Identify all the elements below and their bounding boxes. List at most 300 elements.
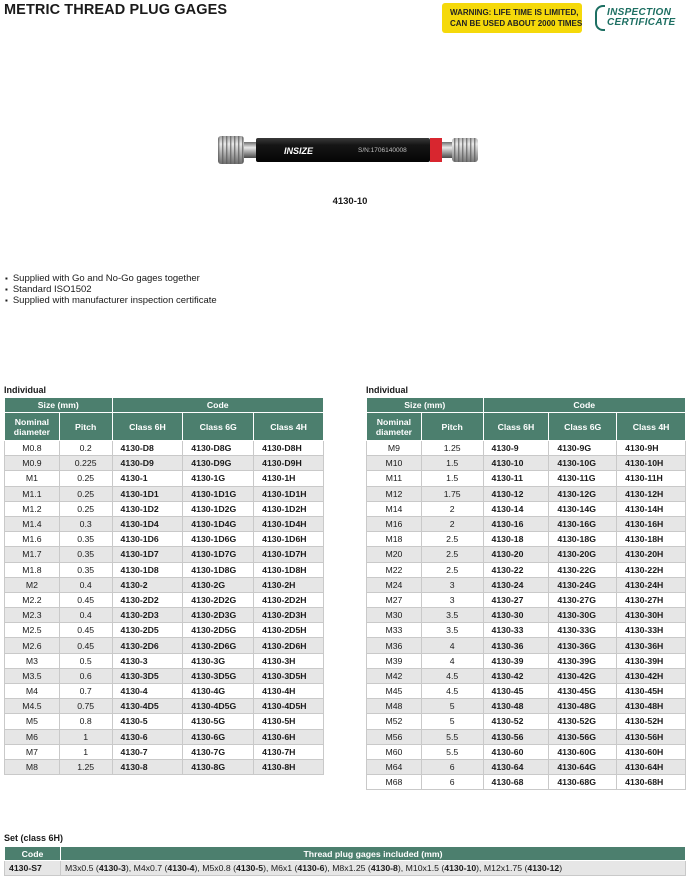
pitch-cell: 0.8 xyxy=(59,714,112,729)
table-row xyxy=(367,577,686,592)
cert-line-2: CERTIFICATE xyxy=(607,17,676,28)
class-4h-code-cell: 4130-27H xyxy=(617,592,686,607)
class-4h-code-cell: 4130-20H xyxy=(617,547,686,562)
class-4h-code-cell: 4130-24H xyxy=(617,577,686,592)
class-6h-code-cell: 4130-18 xyxy=(483,532,549,547)
class-6g-code-cell: 4130-48G xyxy=(549,699,617,714)
pitch-cell: 2.5 xyxy=(421,547,483,562)
class-4h-code-cell: 4130-1D7H xyxy=(254,547,324,562)
brand-logo: INSIZE xyxy=(284,146,314,156)
nominal-diameter-cell: M14 xyxy=(367,501,422,516)
set-label: Set (class 6H) xyxy=(4,833,64,843)
header-class-6h: Class 6H xyxy=(483,413,549,441)
class-6h-code-cell: 4130-64 xyxy=(483,759,549,774)
set-included-list xyxy=(61,861,686,876)
class-6g-code-cell: 4130-12G xyxy=(549,486,617,501)
individual-label-left: Individual xyxy=(4,385,47,395)
class-4h-code-cell: 4130-1D1H xyxy=(254,486,324,501)
individual-table-right xyxy=(366,397,686,790)
class-6g-code-cell: 4130-2D2G xyxy=(183,592,254,607)
class-6h-code-cell: 4130-4D5 xyxy=(112,699,183,714)
set-header-included: Thread plug gages included (mm) xyxy=(61,847,686,861)
pitch-cell: 2 xyxy=(421,516,483,531)
class-6g-code-cell: 4130-42G xyxy=(549,668,617,683)
class-6h-code-cell: 4130-5 xyxy=(112,714,183,729)
table-row xyxy=(367,638,686,653)
set-item-size: M4x0.7 xyxy=(133,863,163,873)
header-nominal-diameter: Nominal diameter xyxy=(367,413,422,441)
nominal-diameter-cell: M6 xyxy=(5,729,60,744)
class-6g-code-cell: 4130-16G xyxy=(549,516,617,531)
class-6h-code-cell: 4130-1D2 xyxy=(112,501,183,516)
set-header-code: Code xyxy=(5,847,61,861)
set-item: M3x0.5 (4130-3), xyxy=(65,863,134,873)
pitch-cell: 0.5 xyxy=(59,653,112,668)
pitch-cell: 0.45 xyxy=(59,592,112,607)
set-item: M8x1.25 (4130-8), xyxy=(332,863,406,873)
nominal-diameter-cell: M1.1 xyxy=(5,486,60,501)
class-6g-code-cell: 4130-1D4G xyxy=(183,516,254,531)
class-6g-code-cell: 4130-52G xyxy=(549,714,617,729)
set-item-code: 4130-8 xyxy=(370,863,398,873)
table-row xyxy=(367,668,686,683)
class-6h-code-cell: 4130-60 xyxy=(483,744,549,759)
class-6h-code-cell: 4130-6 xyxy=(112,729,183,744)
set-row xyxy=(5,861,686,876)
class-6h-code-cell: 4130-22 xyxy=(483,562,549,577)
class-6g-code-cell: 4130-68G xyxy=(549,775,617,790)
class-6h-code-cell: 4130-33 xyxy=(483,623,549,638)
class-4h-code-cell: 4130-12H xyxy=(617,486,686,501)
class-6g-code-cell: 4130-27G xyxy=(549,592,617,607)
table-row xyxy=(367,729,686,744)
table-row xyxy=(5,532,324,547)
nominal-diameter-cell: M3 xyxy=(5,653,60,668)
pitch-cell: 0.25 xyxy=(59,486,112,501)
nominal-diameter-cell: M42 xyxy=(367,668,422,683)
pitch-cell: 0.3 xyxy=(59,516,112,531)
class-6h-code-cell: 4130-48 xyxy=(483,699,549,714)
no-go-thread-end xyxy=(452,138,478,162)
class-4h-code-cell: 4130-33H xyxy=(617,623,686,638)
header-pitch: Pitch xyxy=(59,413,112,441)
class-6h-code-cell: 4130-3D5 xyxy=(112,668,183,683)
pitch-cell: 0.35 xyxy=(59,547,112,562)
pitch-cell: 5.5 xyxy=(421,744,483,759)
class-6h-code-cell: 4130-3 xyxy=(112,653,183,668)
class-6h-code-cell: 4130-24 xyxy=(483,577,549,592)
table-row xyxy=(5,547,324,562)
class-4h-code-cell: 4130-1D2H xyxy=(254,501,324,516)
go-thread-end xyxy=(218,136,244,164)
nominal-diameter-cell: M60 xyxy=(367,744,422,759)
nominal-diameter-cell: M1 xyxy=(5,471,60,486)
nominal-diameter-cell: M16 xyxy=(367,516,422,531)
pitch-cell: 4.5 xyxy=(421,684,483,699)
class-4h-code-cell: 4130-2D6H xyxy=(254,638,324,653)
class-6g-code-cell: 4130-18G xyxy=(549,532,617,547)
nominal-diameter-cell: M7 xyxy=(5,744,60,759)
table-row xyxy=(367,501,686,516)
nominal-diameter-cell: M45 xyxy=(367,684,422,699)
header-code: Code xyxy=(112,398,323,413)
header-class-6h: Class 6H xyxy=(112,413,183,441)
class-4h-code-cell: 4130-52H xyxy=(617,714,686,729)
class-6g-code-cell: 4130-1D1G xyxy=(183,486,254,501)
class-4h-code-cell: 4130-56H xyxy=(617,729,686,744)
pitch-cell: 2 xyxy=(421,501,483,516)
set-item-code: 4130-6 xyxy=(297,863,325,873)
class-6h-code-cell: 4130-56 xyxy=(483,729,549,744)
class-4h-code-cell: 4130-60H xyxy=(617,744,686,759)
table-row xyxy=(5,486,324,501)
pitch-cell: 3.5 xyxy=(421,623,483,638)
table-row xyxy=(5,441,324,456)
pitch-cell: 0.2 xyxy=(59,441,112,456)
class-6g-code-cell: 4130-2D3G xyxy=(183,608,254,623)
pitch-cell: 1.5 xyxy=(421,456,483,471)
class-6h-code-cell: 4130-4 xyxy=(112,684,183,699)
table-row xyxy=(367,623,686,638)
class-6h-code-cell: 4130-10 xyxy=(483,456,549,471)
set-item-size: M12x1.75 xyxy=(483,863,523,873)
class-6g-code-cell: 4130-4D5G xyxy=(183,699,254,714)
header-size: Size (mm) xyxy=(367,398,484,413)
warning-badge xyxy=(442,3,582,33)
class-6h-code-cell: 4130-30 xyxy=(483,608,549,623)
header-pitch: Pitch xyxy=(421,413,483,441)
class-6h-code-cell: 4130-2D6 xyxy=(112,638,183,653)
nominal-diameter-cell: M8 xyxy=(5,759,60,774)
warning-line-1: WARNING: LIFE TIME IS LIMITED, xyxy=(450,8,579,17)
class-4h-code-cell: 4130-3H xyxy=(254,653,324,668)
class-6h-code-cell: 4130-8 xyxy=(112,759,183,774)
pitch-cell: 0.25 xyxy=(59,501,112,516)
class-4h-code-cell: 4130-2H xyxy=(254,577,324,592)
table-row xyxy=(367,547,686,562)
pitch-cell: 5.5 xyxy=(421,729,483,744)
pitch-cell: 5 xyxy=(421,699,483,714)
pitch-cell: 3.5 xyxy=(421,608,483,623)
nominal-diameter-cell: M1.4 xyxy=(5,516,60,531)
class-6h-code-cell: 4130-14 xyxy=(483,501,549,516)
class-4h-code-cell: 4130-D9H xyxy=(254,456,324,471)
pitch-cell: 0.225 xyxy=(59,456,112,471)
set-item-code: 4130-5 xyxy=(236,863,264,873)
table-row xyxy=(5,501,324,516)
set-item: M4x0.7 (4130-4), xyxy=(133,863,203,873)
nominal-diameter-cell: M24 xyxy=(367,577,422,592)
table-row xyxy=(367,608,686,623)
class-6h-code-cell: 4130-7 xyxy=(112,744,183,759)
class-6h-code-cell: 4130-1 xyxy=(112,471,183,486)
warning-line-2: CAN BE USED ABOUT 2000 TIMES xyxy=(450,19,583,28)
nominal-diameter-cell: M9 xyxy=(367,441,422,456)
pitch-cell: 0.35 xyxy=(59,532,112,547)
class-6h-code-cell: 4130-68 xyxy=(483,775,549,790)
class-6h-code-cell: 4130-36 xyxy=(483,638,549,653)
table-row xyxy=(5,608,324,623)
nominal-diameter-cell: M36 xyxy=(367,638,422,653)
nominal-diameter-cell: M4 xyxy=(5,684,60,699)
table-row xyxy=(367,592,686,607)
header-class-4h: Class 4H xyxy=(254,413,324,441)
nominal-diameter-cell: M1.6 xyxy=(5,532,60,547)
table-row xyxy=(367,653,686,668)
class-6h-code-cell: 4130-2D2 xyxy=(112,592,183,607)
pitch-cell: 5 xyxy=(421,714,483,729)
pitch-cell: 3 xyxy=(421,592,483,607)
class-6g-code-cell: 4130-45G xyxy=(549,684,617,699)
class-4h-code-cell: 4130-1D6H xyxy=(254,532,324,547)
table-row xyxy=(367,471,686,486)
feature-item: ▪ Supplied with manufacturer inspection certificate xyxy=(5,295,217,306)
no-go-red-band xyxy=(430,138,442,162)
class-4h-code-cell: 4130-30H xyxy=(617,608,686,623)
table-row xyxy=(5,744,324,759)
nominal-diameter-cell: M12 xyxy=(367,486,422,501)
pitch-cell: 6 xyxy=(421,759,483,774)
nominal-diameter-cell: M56 xyxy=(367,729,422,744)
class-4h-code-cell: 4130-45H xyxy=(617,684,686,699)
table-row xyxy=(5,668,324,683)
pitch-cell: 0.45 xyxy=(59,638,112,653)
class-6g-code-cell: 4130-1D2G xyxy=(183,501,254,516)
class-6g-code-cell: 4130-3G xyxy=(183,653,254,668)
thread-plug-gage-image xyxy=(218,130,480,170)
class-6g-code-cell: 4130-D9G xyxy=(183,456,254,471)
class-4h-code-cell: 4130-6H xyxy=(254,729,324,744)
table-row xyxy=(367,486,686,501)
set-item: M10x1.5 (4130-10), xyxy=(405,863,484,873)
header-code: Code xyxy=(483,398,685,413)
set-item-size: M6x1 xyxy=(270,863,293,873)
product-caption: 4130-10 xyxy=(332,196,368,207)
table-row xyxy=(367,516,686,531)
table-row xyxy=(367,699,686,714)
nominal-diameter-cell: M2.6 xyxy=(5,638,60,653)
class-6g-code-cell: 4130-D8G xyxy=(183,441,254,456)
class-4h-code-cell: 4130-14H xyxy=(617,501,686,516)
header-size: Size (mm) xyxy=(5,398,113,413)
class-6g-code-cell: 4130-11G xyxy=(549,471,617,486)
nominal-diameter-cell: M11 xyxy=(367,471,422,486)
nominal-diameter-cell: M1.8 xyxy=(5,562,60,577)
class-4h-code-cell: 4130-2D2H xyxy=(254,592,324,607)
nominal-diameter-cell: M20 xyxy=(367,547,422,562)
table-row xyxy=(5,577,324,592)
pitch-cell: 0.6 xyxy=(59,668,112,683)
class-6g-code-cell: 4130-10G xyxy=(549,456,617,471)
nominal-diameter-cell: M68 xyxy=(367,775,422,790)
class-4h-code-cell: 4130-5H xyxy=(254,714,324,729)
class-6g-code-cell: 4130-14G xyxy=(549,501,617,516)
table-row xyxy=(5,729,324,744)
table-row xyxy=(5,471,324,486)
pitch-cell: 6 xyxy=(421,775,483,790)
pitch-cell: 1.25 xyxy=(421,441,483,456)
set-item-size: M3x0.5 xyxy=(65,863,94,873)
table-row xyxy=(5,714,324,729)
nominal-diameter-cell: M0.9 xyxy=(5,456,60,471)
class-4h-code-cell: 4130-42H xyxy=(617,668,686,683)
table-row xyxy=(5,562,324,577)
class-4h-code-cell: 4130-64H xyxy=(617,759,686,774)
set-item-size: M8x1.25 xyxy=(332,863,366,873)
feature-item: ▪ Standard ISO1502 xyxy=(5,284,217,295)
set-item: M6x1 (4130-6), xyxy=(270,863,333,873)
class-6g-code-cell: 4130-2G xyxy=(183,577,254,592)
class-6g-code-cell: 4130-60G xyxy=(549,744,617,759)
class-6g-code-cell: 4130-24G xyxy=(549,577,617,592)
class-6h-code-cell: 4130-52 xyxy=(483,714,549,729)
nominal-diameter-cell: M5 xyxy=(5,714,60,729)
nominal-diameter-cell: M4.5 xyxy=(5,699,60,714)
nominal-diameter-cell: M3.5 xyxy=(5,668,60,683)
class-6h-code-cell: 4130-1D1 xyxy=(112,486,183,501)
header-class-6g: Class 6G xyxy=(549,413,617,441)
table-row xyxy=(5,456,324,471)
table-row xyxy=(367,441,686,456)
header-class-6g: Class 6G xyxy=(183,413,254,441)
pitch-cell: 2.5 xyxy=(421,532,483,547)
nominal-diameter-cell: M27 xyxy=(367,592,422,607)
class-4h-code-cell: 4130-39H xyxy=(617,653,686,668)
class-6h-code-cell: 4130-2D3 xyxy=(112,608,183,623)
class-4h-code-cell: 4130-10H xyxy=(617,456,686,471)
class-4h-code-cell: 4130-22H xyxy=(617,562,686,577)
class-4h-code-cell: 4130-4D5H xyxy=(254,699,324,714)
nominal-diameter-cell: M22 xyxy=(367,562,422,577)
class-6g-code-cell: 4130-8G xyxy=(183,759,254,774)
class-6h-code-cell: 4130-42 xyxy=(483,668,549,683)
class-6h-code-cell: 4130-45 xyxy=(483,684,549,699)
table-row xyxy=(367,744,686,759)
nominal-diameter-cell: M39 xyxy=(367,653,422,668)
class-6h-code-cell: 4130-D8 xyxy=(112,441,183,456)
table-row xyxy=(5,516,324,531)
set-item-code: 4130-10 xyxy=(444,863,477,873)
class-4h-code-cell: 4130-16H xyxy=(617,516,686,531)
pitch-cell: 2.5 xyxy=(421,562,483,577)
class-4h-code-cell: 4130-11H xyxy=(617,471,686,486)
class-4h-code-cell: 4130-36H xyxy=(617,638,686,653)
class-6h-code-cell: 4130-1D8 xyxy=(112,562,183,577)
pitch-cell: 1 xyxy=(59,744,112,759)
table-row xyxy=(367,714,686,729)
table-row xyxy=(5,699,324,714)
pitch-cell: 0.45 xyxy=(59,623,112,638)
table-row xyxy=(5,653,324,668)
class-4h-code-cell: 4130-48H xyxy=(617,699,686,714)
nominal-diameter-cell: M52 xyxy=(367,714,422,729)
pitch-cell: 1 xyxy=(59,729,112,744)
table-row xyxy=(367,562,686,577)
class-4h-code-cell: 4130-4H xyxy=(254,684,324,699)
class-6g-code-cell: 4130-33G xyxy=(549,623,617,638)
class-4h-code-cell: 4130-1D4H xyxy=(254,516,324,531)
nominal-diameter-cell: M1.2 xyxy=(5,501,60,516)
class-6h-code-cell: 4130-12 xyxy=(483,486,549,501)
nominal-diameter-cell: M2.5 xyxy=(5,623,60,638)
class-6g-code-cell: 4130-36G xyxy=(549,638,617,653)
class-6h-code-cell: 4130-39 xyxy=(483,653,549,668)
set-item: M5x0.8 (4130-5), xyxy=(202,863,271,873)
individual-label-right: Individual xyxy=(366,385,409,395)
set-item-size: M5x0.8 xyxy=(202,863,231,873)
class-4h-code-cell: 4130-D8H xyxy=(254,441,324,456)
class-6g-code-cell: 4130-1D7G xyxy=(183,547,254,562)
class-6h-code-cell: 4130-1D7 xyxy=(112,547,183,562)
class-4h-code-cell: 4130-18H xyxy=(617,532,686,547)
serial-number: S/N:1706140008 xyxy=(358,147,407,154)
class-6h-code-cell: 4130-20 xyxy=(483,547,549,562)
feature-list xyxy=(5,273,217,306)
class-4h-code-cell: 4130-3D5H xyxy=(254,668,324,683)
table-row xyxy=(367,684,686,699)
class-6g-code-cell: 4130-56G xyxy=(549,729,617,744)
feature-item: ▪ Supplied with Go and No-Go gages together xyxy=(5,273,217,284)
pitch-cell: 0.7 xyxy=(59,684,112,699)
class-6g-code-cell: 4130-1D6G xyxy=(183,532,254,547)
class-6g-code-cell: 4130-9G xyxy=(549,441,617,456)
nominal-diameter-cell: M2.2 xyxy=(5,592,60,607)
class-6g-code-cell: 4130-64G xyxy=(549,759,617,774)
set-item-code: 4130-4 xyxy=(167,863,195,873)
table-row xyxy=(5,592,324,607)
set-item-size: M10x1.5 xyxy=(405,863,439,873)
class-4h-code-cell: 4130-2D3H xyxy=(254,608,324,623)
nominal-diameter-cell: M0.8 xyxy=(5,441,60,456)
class-6g-code-cell: 4130-3D5G xyxy=(183,668,254,683)
class-6h-code-cell: 4130-D9 xyxy=(112,456,183,471)
class-4h-code-cell: 4130-9H xyxy=(617,441,686,456)
pitch-cell: 4 xyxy=(421,638,483,653)
header-class-4h: Class 4H xyxy=(617,413,686,441)
pitch-cell: 0.4 xyxy=(59,608,112,623)
class-6g-code-cell: 4130-7G xyxy=(183,744,254,759)
table-row xyxy=(5,623,324,638)
nominal-diameter-cell: M2.3 xyxy=(5,608,60,623)
table-row xyxy=(5,684,324,699)
pitch-cell: 0.75 xyxy=(59,699,112,714)
class-6h-code-cell: 4130-2 xyxy=(112,577,183,592)
class-6g-code-cell: 4130-22G xyxy=(549,562,617,577)
class-4h-code-cell: 4130-1H xyxy=(254,471,324,486)
table-row xyxy=(5,759,324,774)
class-4h-code-cell: 4130-7H xyxy=(254,744,324,759)
class-6h-code-cell: 4130-1D6 xyxy=(112,532,183,547)
set-code: 4130-S7 xyxy=(5,861,61,876)
class-6h-code-cell: 4130-16 xyxy=(483,516,549,531)
class-6g-code-cell: 4130-30G xyxy=(549,608,617,623)
cert-line-1: INSPECTION xyxy=(607,7,672,18)
class-6h-code-cell: 4130-1D4 xyxy=(112,516,183,531)
header-nominal-diameter: Nominal diameter xyxy=(5,413,60,441)
page-title: METRIC THREAD PLUG GAGES xyxy=(4,2,228,18)
class-6g-code-cell: 4130-2D6G xyxy=(183,638,254,653)
pitch-cell: 4 xyxy=(421,653,483,668)
class-6g-code-cell: 4130-39G xyxy=(549,653,617,668)
pitch-cell: 0.35 xyxy=(59,562,112,577)
table-row xyxy=(367,456,686,471)
set-item-code: 4130-12 xyxy=(527,863,560,873)
nominal-diameter-cell: M48 xyxy=(367,699,422,714)
pitch-cell: 0.4 xyxy=(59,577,112,592)
inspection-certificate-logo xyxy=(595,5,691,33)
set-item: M12x1.75 (4130-12) xyxy=(483,863,563,873)
pitch-cell: 0.25 xyxy=(59,471,112,486)
